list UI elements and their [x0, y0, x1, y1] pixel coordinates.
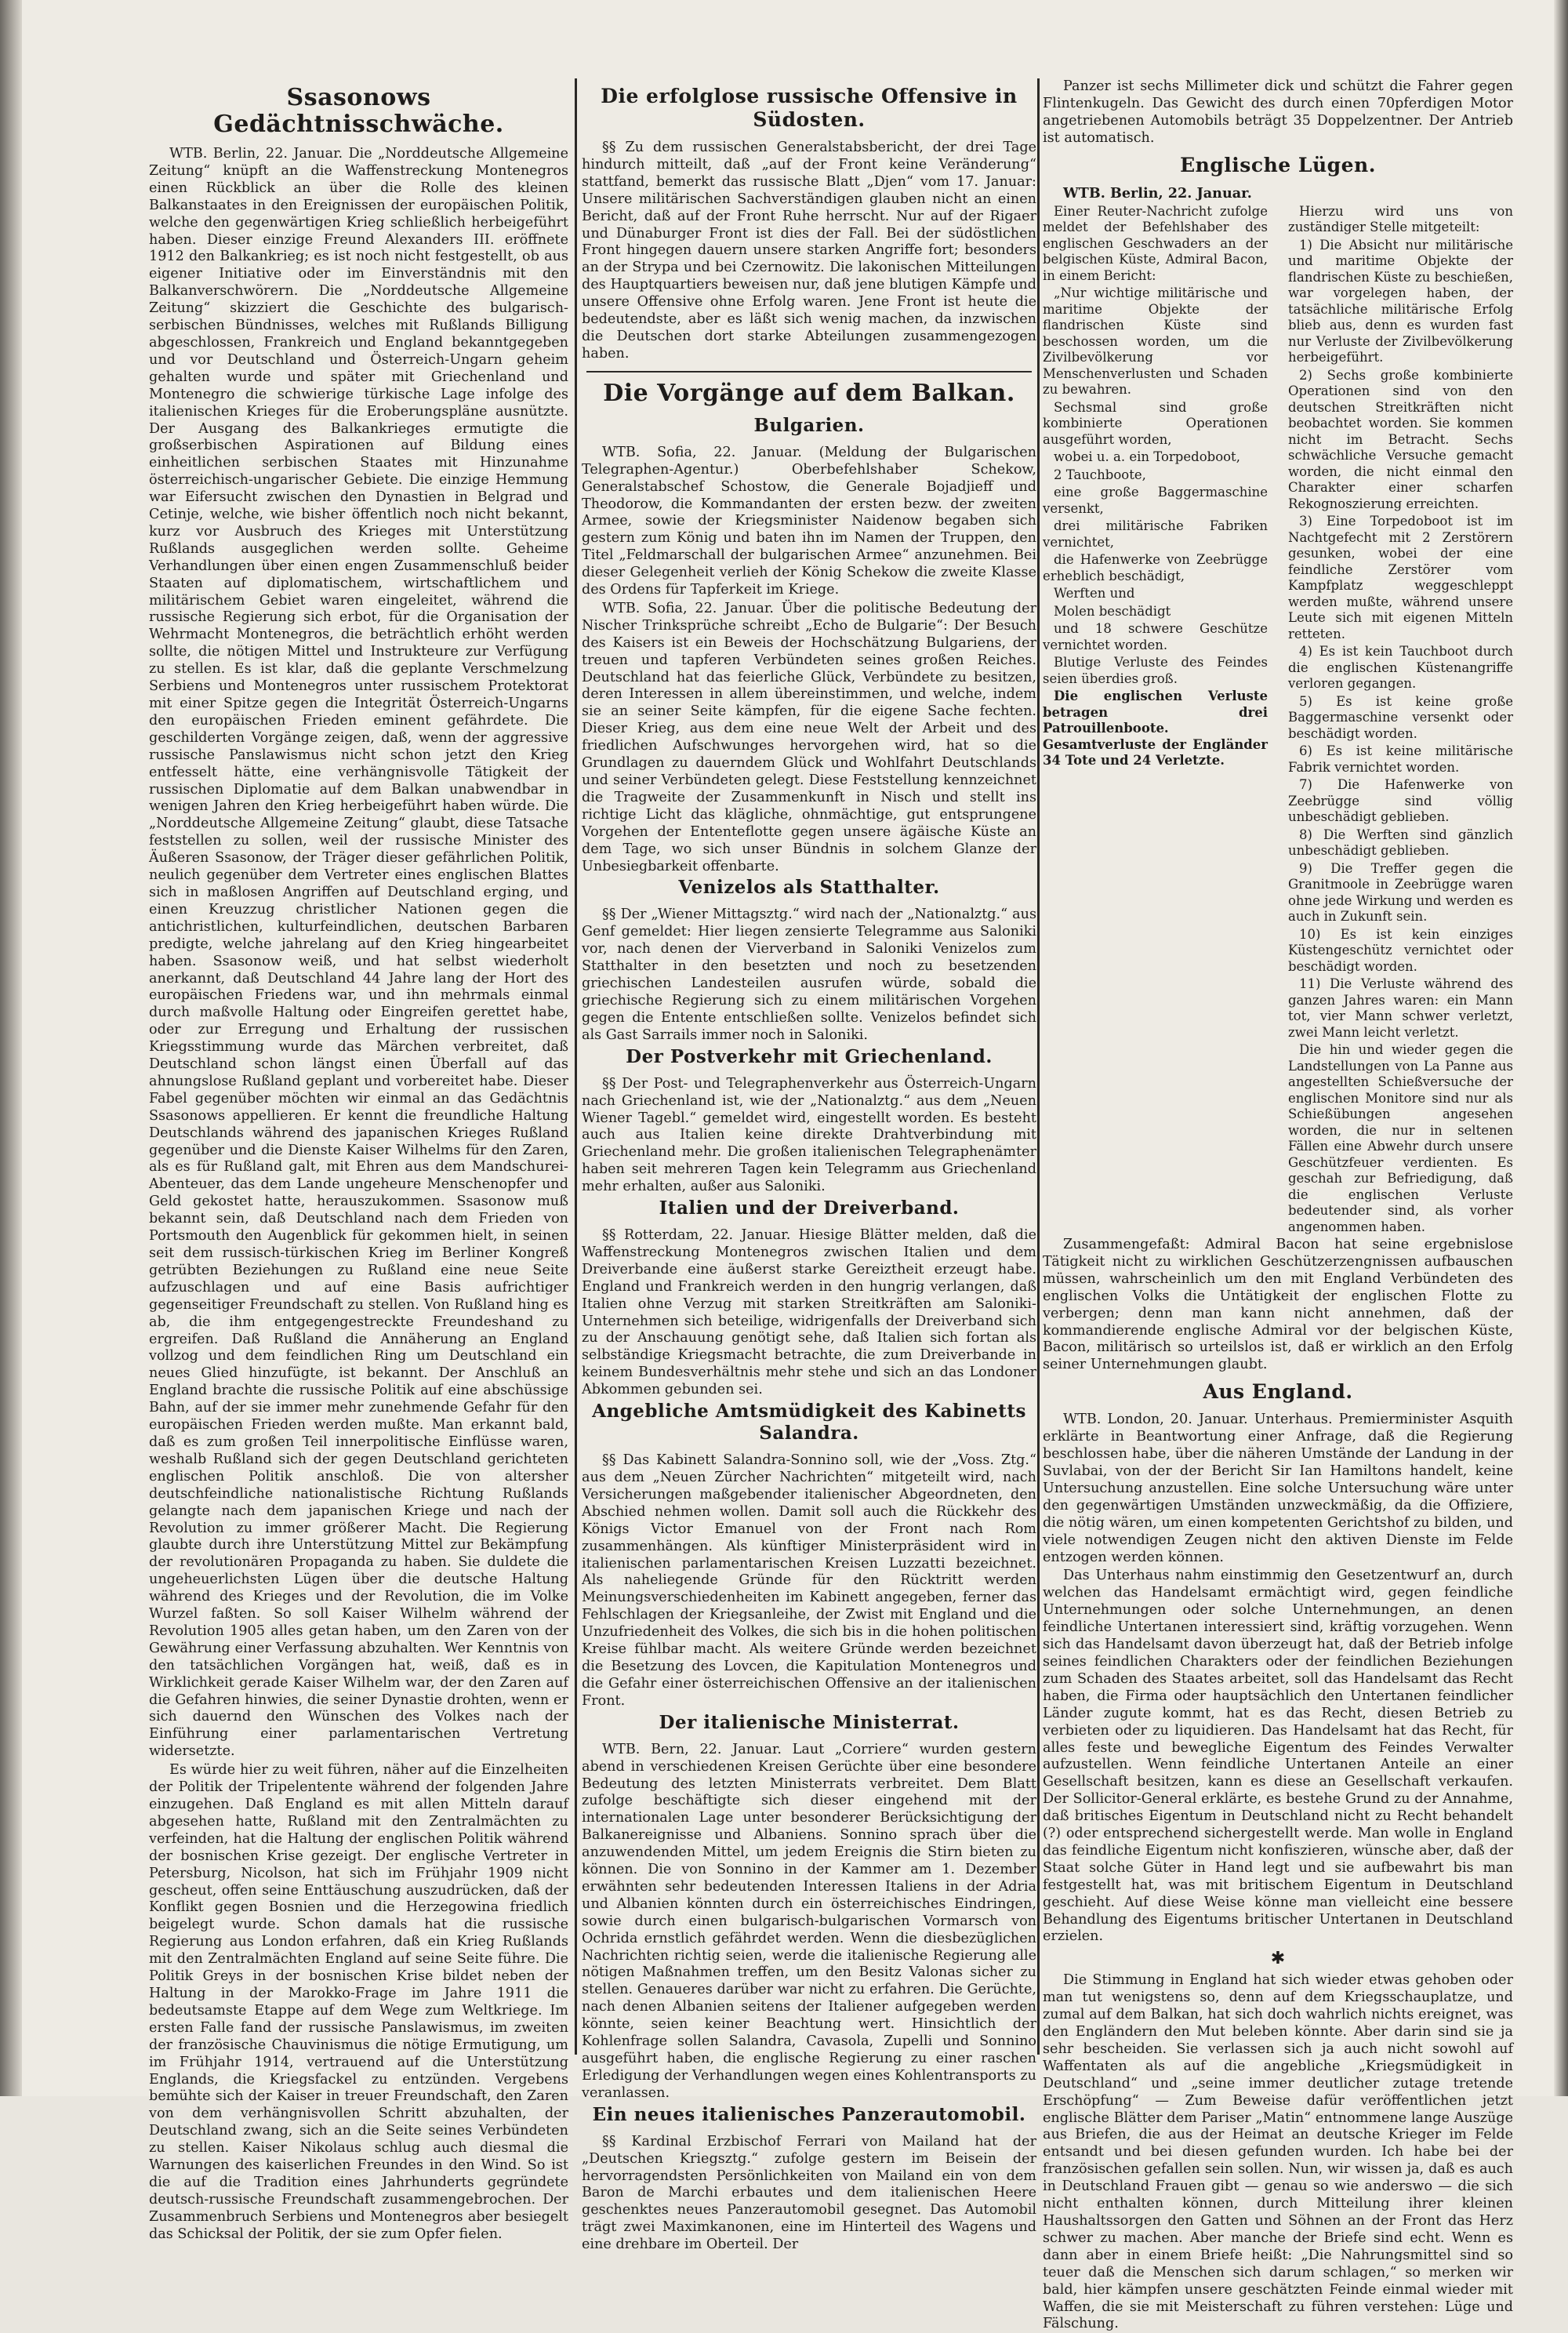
comparison-item: Die englischen Verluste betragen drei Patrouillenboote. Gesamtverluste der Engländer 34 Tote und 24 Verletzte.	[1043, 689, 1268, 769]
comparison-item: 3) Eine Torpedoboot ist im Nachtgefecht mit 2 Zerstörern gesunken, wobei der eine feindliche Zerstörer vom Kampfplatz weggeschleppt werden mußte, während unsere Leute sich mit eigenen Mitteln retteten.	[1288, 514, 1513, 641]
comparison-item: 4) Es ist kein Tauchboot durch die englischen Küstenangriffe verloren gegangen.	[1288, 644, 1513, 692]
column-3	[1043, 78, 1513, 2332]
article-title-italien-dreiverband: Italien und der Dreiverband.	[659, 1197, 960, 1219]
comparison-item: Blutige Verluste des Feindes seien überdies groß.	[1043, 655, 1268, 686]
comparison-intro: Einer Reuter-Nachricht zufolge meldet der Befehlshaber des englischen Geschwaders an der belgischen Küste, Admiral Bacon, in einem Bericht:	[1043, 203, 1268, 283]
article-summary: Zusammengefaßt: Admiral Bacon hat seine ergebnislose Tätigkeit nicht zu wirklichen Geschützerzengnissen aufbauschen müssen, wahrscheinlich um den mit England Verbündeten des englischen Volks die Untätigkeit der englischen Flotte zu verbergen; denn man kann nicht annehmen, daß der kommandierende englische Admiral vor der belgischen Küste, Bacon, militärisch so urteilslos ist, daß er wirklich an den Erfolg seiner Unternehmungen glaubt.	[1043, 1237, 1513, 1373]
section-star-ornament: ✱	[1270, 1949, 1286, 1969]
comparison-right-rebuttal	[1288, 204, 1513, 1237]
article-paragraph: WTB. Sofia, 22. Januar. (Meldung der Bulgarischen Telegraphen-Agentur.) Oberbefehlshaber Schekow, Generalstabschef Schostow, die Generale Bojadjieff und Theodorow, die Kommandanten der ersten bezw. der zweiten Armee, sowie der Kriegsminister Naidenow begaben sich gestern zum König und baten ihn im Namen der Truppen, den Titel „Feldmarschall der bulgarischen Armee“ anzunehmen. Bei dieser Gelegenheit verlieh der König Schekow die zweite Klasse des Ordens für Tapferkeit im Kriege.	[582, 444, 1036, 598]
comparison-item: Werften und	[1054, 586, 1135, 601]
article-dateline: WTB. Berlin, 22. Januar.	[1063, 184, 1252, 202]
comparison-item: 5) Es ist keine große Baggermaschine versenkt oder beschädigt worden.	[1288, 693, 1513, 741]
comparison-left-reuter	[1043, 204, 1268, 1237]
comparison-item: 9) Die Treffer gegen die Granitmoole in Zeebrügge waren ohne jede Wirkung und werden es auch in Zukunft sein.	[1288, 860, 1513, 925]
article-paragraph: §§ Rotterdam, 22. Januar. Hiesige Blätter melden, daß die Waffenstreckung Montenegros zwischen Italien und dem Dreiverbande eine äußerst starke Gereiztheit erzeugt habe. England und Frankreich werden in den hungrig verlangen, daß Italien ohne Verzug mit starken Streitkräften am Saloniki-Unternehmen sich beteilige, widrigenfalls der Dreiverband sich zu der Anschauung genötigt sehe, daß Italien sich fortan als selbständige Kriegsmacht betrachte, die zum Dreiverbande in keinem Bundesverhältnis mehr stehe und sich an das Londoner Abkommen gebunden sei.	[582, 1227, 1036, 1398]
article-title-russian-offensive: Die erfolglose russische Offensive in Südosten.	[601, 85, 1018, 131]
section-separator	[586, 371, 1032, 372]
article-title-salandra: Angebliche Amtsmüdigkeit des Kabinetts Salandra.	[592, 1401, 1026, 1444]
article-paragraph: WTB. London, 20. Januar. Unterhaus. Premierminister Asquith erklärte in Beantwortung einer Anfrage, daß die Regierung beschlossen habe, über die näheren Umstände der Landung in der Suvlabai, von der der Bericht Sir Ian Hamiltons handelt, keine Untersuchung anzustellen. Eine solche Untersuchung wäre unter den gegenwärtigen Umständen unzweckmäßig, da die Offiziere, die nötig wären, um einen kompetenten Gerichtshof zu bilden, und viele notwendigen Zeugen nicht den aktiven Dienste im Felde entzogen werden können.	[1043, 1412, 1513, 1565]
comparison-item: und 18 schwere Geschütze vernichtet worden.	[1043, 621, 1268, 652]
comparison-item: Molen beschädigt	[1054, 603, 1171, 619]
comparison-item: Die hin und wieder gegen die Landstellungen von La Panne aus angestellten Schießversuche der englischen Monitore sind nur als Schießübungen angesehen worden, die nur in seltenen Fällen eine Abwehr durch unsere Geschützfeuer verdienten. Es geschah zur Befriedigung, daß die englischen Verluste bedeutender sind, als vorher angenommen haben.	[1288, 1042, 1513, 1234]
article-paragraph: Das Unterhaus nahm einstimmig den Gesetzentwurf an, durch welchen das Handelsamt ermächtigt wird, gegen feindliche Unternehmungen oder solche Unternehmungen, an denen feindliche Untertanen interessiert sind, kräftig vorzugehen. Wenn sich das Handelsamt davon überzeugt hat, daß der Betrieb infolge seines feindlichen Charakters oder der feindlichen Beziehungen zum Schaden des Staates arbeitet, soll das Handelsamt das Recht haben, die Firma oder hauptsächlich den Untertanen feindlicher Länder zugute kommt, hat es das Recht, diesen Betrieb zu verbieten oder zu liquidieren. Das Handelsamt hat das Recht, für alles feste und bewegliche Eigentum des Feindes Verwalter aufzustellen. Wenn feindliche Untertanen Anteile an einer Gesellschaft besitzen, kann es diese an Gesellschaft verkaufen. Der Sollicitor-General erklärte, es bestehe Grund zu der Annahme, daß britisches Eigentum in Deutschland nicht zu Recht behandelt (?) oder entsprechend sichergestellt werde. Man wolle in England das feindliche Eigentum nicht konfiszieren, wünsche aber, daß der Staat solche Güter in Hand legt und sie aufbewahrt bis man festgestellt hat, was mit britischem Eigentum in Deutschland geschieht. Auf diese Weise könne man vielleicht eine bessere Behandlung des Eigentums britischer Untertanen in Deutschland erzielen.	[1043, 1568, 1513, 1945]
article-paragraph: §§ Das Kabinett Salandra-Sonnino soll, wie der „Voss. Ztg.“ aus dem „Neuen Zürcher Nachrichten“ mitgeteilt wird, nach Versicherungen maßgebender italienischer Abgeordneten, den Abschied nehmen wollen. Damit soll auch die Rückkehr des Königs Victor Emanuel von der Front nach Rom zusammenhängen. Als künftiger Ministerpräsident wird in italienischen parlamentarischen Kreisen Luzzatti bezeichnet. Als naheliegende Gründe für den Rücktritt werden Meinungsverschiedenheiten im Kabinett angegeben, ferner das Fehlschlagen der Kriegsanleihe, der Zwist mit England und die Unzufriedenheit des Volkes, die sich bis in die hohen politischen Kreise fühlbar macht. Als weitere Gründe werden bezeichnet die Besetzung des Lovcen, die Kapitulation Montenegros und die Gefahr einer österreichischen Offensive an der italienischen Front.	[582, 1452, 1036, 1709]
article-paragraph: §§ Der Post- und Telegraphenverkehr aus Österreich-Ungarn nach Griechenland ist, wie der „Nationalztg.“ aus dem „Neuen Wiener Tagebl.“ gemeldet wird, eingestellt worden. Es besteht auch aus Italien keine direkte Drahtverbindung mit Griechenland mehr. Die großen italienischen Telegraphenämter haben seit mehreren Tagen kein Telegramm aus Griechenland mehr erhalten, außer aus Saloniki.	[582, 1075, 1036, 1195]
comparison-item: 11) Die Verluste während des ganzen Jahres waren: ein Mann tot, vier Mann schwer verletzt, zwei Mann leicht verletzt.	[1288, 976, 1513, 1040]
comparison-item: die Hafenwerke von Zeebrügge erheblich beschädigt,	[1043, 552, 1268, 583]
article-title-ministerrat: Der italienische Ministerrat.	[659, 1711, 960, 1733]
article-paragraph: Die Stimmung in England hat sich wieder etwas gehoben oder man tut wenigstens so, denn auf dem Kriegsschauplatze, und zumal auf dem Balkan, hat sich doch wahrlich nichts ereignet, was den Engländern den Mut beleben könnte. Aber darin sind sie ja sehr bescheiden. Sie verlassen sich ja auch nicht sowohl auf Waffentaten als auf die angebliche „Kriegsmüdigkeit in Deutschland“ und „seine immer deutlicher zutage tretende Erschöpfung“ — Zum Beweise dafür veröffentlichen jetzt englische Blätter dem Pariser „Matin“ entnommene lange Auszüge aus Briefen, die aus der Heimat an deutsche Krieger im Felde entsandt und bei diesen gefunden wurden. Ich habe bei der französischen gefallen sein sollen. Nun, wir wissen ja, daß es auch in Deutschland Frauen gibt — genau so wie anderswo — die sich nicht enthalten können, durch Mitteilung ihrer kleinen Haushaltssorgen den Gatten und Söhnen an der Front das Herz schwer zu machen. Aber manche der Briefe sind echt. Wenn es dann aber in einem Briefe heißt: „Die Nahrungsmittel sind so teuer daß die Menschen sich darum schlagen,“ so merken wir bald, hier kämpfen unsere geschätzten Feinde einmal wieder mit Waffen, die sie mit Meisterschaft zu führen verstehen: Lüge und Fälschung.	[1043, 1972, 1513, 2332]
article-title-panzerautomobil: Ein neues italienisches Panzerautomobil.	[592, 2103, 1026, 2125]
article-title-englische-luegen: Englische Lügen.	[1180, 153, 1376, 176]
comparison-item: eine große Baggermaschine versenkt,	[1043, 485, 1268, 516]
article-paragraph: §§ Der „Wiener Mittagsztg.“ wird nach der „Nationalztg.“ aus Genf gemeldet: Hier liegen zensierte Telegramme aus Saloniki vor, nach denen der Vierverband in Saloniki Venizelos zum Statthalter in den besetzten und noch zu besetzenden griechischen Landesteilen ausrufen würde, sobald die griechische Regierung sich zu einem militärischen Vorgehen gegen die Entente entschließen sollte. Venizelos befindet sich als Gast Sarrails immer noch in Saloniki.	[582, 907, 1036, 1043]
comparison-item: Sechsmal sind große kombinierte Operationen ausgeführt worden,	[1043, 399, 1268, 447]
comparison-item: 10) Es ist kein einziges Küstengeschütz vernichtet oder beschädigt worden.	[1288, 926, 1513, 974]
article-title-ssasonow: Ssasonows Gedächtnisschwäche.	[213, 84, 504, 138]
article-subtitle-bulgarien: Bulgarien.	[753, 414, 865, 436]
comparison-item: 2) Sechs große kombinierte Operationen sind von den deutschen Streitkräften nicht beobachtet worden. Sie kommen nicht im Betracht. Sechs schwächliche Versuche gemacht worden, die nicht einmal den Charakter einer scharfen Rekognoszierung erreichten.	[1288, 367, 1513, 511]
article-title-postverkehr: Der Postverkehr mit Griechenland.	[626, 1045, 993, 1067]
article-paragraph: Panzer ist sechs Millimeter dick und schützt die Fahrer gegen Flintenkugeln. Das Gewicht des durch einen 70pferdigen Motor angetriebenen Automobils beträgt 35 Doppelzentner. Der Antrieb ist automatisch.	[1043, 78, 1513, 146]
comparison-item: wobei u. a. ein Torpedoboot,	[1054, 449, 1240, 465]
article-paragraph: WTB. Berlin, 22. Januar. Die „Norddeutsche Allgemeine Zeitung“ knüpft an die Waffenstreckung Montenegros einen Rückblick an über die Rolle des kleinen Balkanstaates in den Ereignissen der europäischen Politik, welche den gegenwärtigen Krieg schließlich herbeigeführt haben. Dieser einzige Freund Alexanders III. eröffnete 1912 den Balkankrieg; es ist noch nicht festgestellt, ob aus eigener Initiative oder im Einverständnis mit den Balkanverschwörern. Die „Norddeutsche Allgemeine Zeitung“ skizziert die Geschichte des bulgarisch-serbischen Bündnisses, welches mit Rußlands Billigung abgeschlossen, Frankreich und England bekanntgegeben und vor Deutschland und Österreich-Ungarn geheim gehalten wurde und später mit Griechenland und Montenegro die schwierige türkische Lage infolge des italienischen Krieges für die Eroberungspläne ausnützte. Der Ausgang des Balkankrieges ermutigte die großserbischen Aspirationen auf Bildung eines einheitlichen serbischen Staates mit Hinzunahme österreichisch-ungarischer Gebiete. Die einzige Hemmung war Eifersucht zwischen den Dynastien in Belgrad und Cetinje, welche, wie bisher öffentlich noch nicht bekannt, kurz vor Ausbruch des Krieges mit Unterstützung Rußlands ausgeglichen werden sollte. Geheime Verhandlungen über einen engen Zusammenschluß beider Staaten auf diplomatischem, wirtschaftlichem und militärischem Gebiet waren eingeleitet, während die russische Regierung sich erbot, für die Organisation der Wehrmacht Montenegros, die beträchtlich erhöht werden sollte, die nötigen Mittel und Instrukteure zur Verfügung zu stellen. Es ist klar, daß die geplante Verschmelzung Serbiens und Montenegros unter russischem Protektorat mit einer Spitze gegen die Integrität Österreich-Ungarns den europäischen Frieden eminent gefährdete. Die geschilderten Vorgänge zeigen, daß, wenn der aggressive russische Panslawismus nicht schon jetzt den Krieg entfesselt hätte, eine verhängnisvolle Tätigkeit der russischen Diplomatie auf dem Balkan unabwendbar in wenigen Jahren den Krieg herbeigeführt haben würde. Die „Norddeutsche Allgemeine Zeitung“ glaubt, diese Tatsache feststellen zu sollen, weil der russische Minister des Äußeren Ssasonow, der Träger dieser gefährlichen Politik, neulich gegenüber dem Vertreter eines englischen Blattes sich in maßlosen Angriffen auf Deutschland erging, und einen Kreuzzug christlicher Nationen gegen die antichristlichen, kulturfeindlichen, deutschen Barbaren predigte, welche jahrelang auf den Krieg hingearbeitet haben. Ssasonow weiß, und hat selbst wiederholt anerkannt, daß Deutschland 44 Jahre lang der Hort des europäischen Friedens war, und ihn mehrmals einmal durch maßvolle Haltung oder Eingreifen gerettet habe, oder zur Erregung und Erhaltung der russischen Kriegsstimmung wurde das Märchen verbreitet, daß Deutschland schon längst einen Überfall auf das ahnungslose Rußland geplant und vorbereitet habe. Dieser Fabel gegenüber möchten wir einmal an das Gedächtnis Ssasonows appellieren. Er kennt die freundliche Haltung Deutschlands während des japanischen Krieges Rußland gegenüber und die Dienste Kaiser Wilhelms für den Zaren, als es für Rußland galt, mit Ehren aus dem Mandschurei-Abenteuer, das dem Lande ungeheure Menschenopfer und Geld gekostet hatte, herauszukommen. Ssasonow muß bekannt sein, daß Deutschland nach dem Frieden von Portsmouth den Augenblick für gekommen hielt, in seinen seit dem russisch-türkischen Krieg im Berliner Kongreß getrübten Beziehungen zu Rußland eine neue Seite aufzuschlagen und auf eine Basis aufrichtiger gegenseitiger Freundschaft zu stellen. Von Rußland hing es ab, die ihm entgegengestreckte Freundeshand zu ergreifen. Daß Rußland die Annäherung an England vollzog und dem feindlichen Ring um Deutschland ein neues Glied hinzufügte, ist bekannt. Der Anschluß an England brachte die russische Politik auf eine abschüssige Bahn, auf der sie immer mehr zunehmende Gefahr für den europäischen Frieden werden mußte. Man erkannt bald, daß es zum großen Teil innerpolitische Einflüsse waren, weshalb Rußland sich der gegen Deutschland gerichteten englischen Politik anschloß. Die von altersher deutschfeindliche nationalistische Richtung Rußlands gelangte nach dem japanischen Kriege und nach der Revolution zu immer größerer Macht. Die Regierung glaubte durch ihre Unterstützung Mittel zur Bekämpfung der revolutionären Propaganda zu haben. Sie duldete die ungeheuerlichsten Lügen über die deutsche Haltung während des Krieges und der Revolution, die im Volke Wurzel faßten. So soll Kaiser Wilhelm während der Revolution 1905 alles getan haben, um den Zaren von der Gewährung einer Verfassung abzuhalten. Wer Kenntnis von den tatsächlichen Vorgängen hat, weiß, daß es in Wirklichkeit gerade Kaiser Wilhelm war, der den Zaren auf die Gefahren hinwies, die seiner Dynastie drohten, wenn er sich dauernd den Wünschen des Volkes nach der Einführung einer parlamentarischen Vertretung widersetzte.	[149, 146, 568, 1760]
page-binding-edge	[0, 0, 22, 2096]
column-1	[149, 78, 568, 2242]
article-title-balkan: Die Vorgänge auf dem Balkan.	[603, 379, 1015, 407]
comparison-item: „Nur wichtige militärische und maritime Objekte der flandrischen Küste sind beschossen worden, um die Zivilbevölkerung vor Menschenverlusten und Schaden zu bewahren.	[1043, 285, 1268, 398]
comparison-item: 7) Die Hafenwerke von Zeebrügge sind völlig unbeschädigt geblieben.	[1288, 777, 1513, 825]
comparison-item: 8) Die Werften sind gänzlich unbeschädigt geblieben.	[1288, 827, 1513, 859]
comparison-intro: Hierzu wird uns von zuständiger Stelle mitgeteilt:	[1288, 203, 1513, 235]
article-title-aus-england: Aus England.	[1203, 1380, 1353, 1404]
comparison-item: 6) Es ist keine militärische Fabrik vernichtet worden.	[1288, 743, 1513, 775]
article-paragraph: §§ Zu dem russischen Generalstabsbericht, der drei Tage hindurch mitteilt, daß „auf der Front keine Veränderung“ stattfand, bemerkt das russische Blatt „Djen“ vom 17. Januar: Unsere militärischen Sachverständigen glauben nicht an einen Bericht, daß auf der Front Ruhe herrscht. Nur auf der Rigaer und Dünaburger Front ist dies der Fall. Bei der südöstlichen Front hingegen dauern unsere starken Angriffe fort; besonders an der Strypa und bei Czernowitz. Die lakonischen Mitteilungen des Hauptquartiers beweisen nur, daß jene blutigen Kämpfe und unsere Offensive ohne Erfolg waren. Jene Front ist heute die bedeutendste, aber es läßt sich wenig machen, da inzwischen die Deutschen dort starke Abteilungen zusammengezogen haben.	[582, 140, 1036, 362]
comparison-item: drei militärische Fabriken vernichtet,	[1043, 518, 1268, 550]
comparison-two-columns	[1043, 204, 1513, 1237]
article-paragraph: §§ Kardinal Erzbischof Ferrari von Mailand hat der „Deutschen Kriegsztg.“ zufolge gestern im Beisein der hervorragendsten Persönlichkeiten von Mailand ein von dem Baron de Marchi erbautes und dem italienischen Heere geschenktes neues Panzerautomobil gesegnet. Das Automobil trägt zwei Maximkanonen, eine im Hinterteil des Wagens und eine drehbare im Oberteil. Der	[582, 2133, 1036, 2253]
column-2	[582, 78, 1036, 2253]
article-paragraph: WTB. Sofia, 22. Januar. Über die politische Bedeutung der Nischer Trinksprüche schreibt „Echo de Bulgarie“: Der Besuch des Kaisers ist ein Beweis der Hochschätzung Bulgariens, der treuen und tapferen Verbündeten seines großen Reiches. Deutschland hat das feierliche Glück, Verbündete zu besitzen, deren Interessen in allem übereinstimmen, und welche, indem sie an seiner Seite kämpfen, für die eigene Sache fechten. Dieser Krieg, aus dem eine neue Welt der Arbeit und des friedlichen Aufschwunges hervorgehen wird, hat so die Grundlagen zu dauerndem Glück und Wohlfahrt Deutschlands und seiner Verbündeten gelegt. Diese Feststellung kennzeichnet die Tragweite der Zusammenkunft in Nisch und stellt ins richtige Licht das klägliche, ohnmächtige, gut entsprungene Vorgehen der Ententeflotte gegen unsere ägäische Küste an dem Tage, wo sich unser Bündnis in solchem Glanze der Unbesiegbarkeit offenbarte.	[582, 600, 1036, 874]
article-paragraph: Es würde hier zu weit führen, näher auf die Einzelheiten der Politik der Tripelentente während der folgenden Jahre einzugehen. Daß England es mit allen Mitteln darauf abgesehen hatte, Rußland mit den Zentralmächten zu verfeinden, hat die Haltung der englischen Politik während der bosnischen Krise gezeigt. Der englische Vertreter in Petersburg, Nicolson, hat sich im Frühjahr 1909 nicht gescheut, offen seine Enttäuschung auszudrücken, daß der Konflikt gegen Bosnien und die Herzegowina friedlich beigelegt wurde. Schon damals hat die russische Regierung aus London erfahren, daß ein Krieg Rußlands mit den Zentralmächten England auf seine Seite führe. Die Politik Greys in der bosnischen Krise bildet neben der Haltung in der Marokko-Frage im Jahre 1911 die bedeutsamste Etappe auf dem Wege zum Weltkriege. Im ersten Falle fand der russische Panslawismus, im zweiten der französische Chauvinismus die nötige Ermutigung, um im Frühjahr 1914, vertrauend auf die Unterstützung Englands, die Kriegsfackel zu entzünden. Vergebens bemühte sich der Kaiser in treuer Freundschaft, den Zaren von dem verhängnisvollen Schritt abzuhalten, der Deutschland zwang, sich an die Seite seines Verbündeten zu stellen. Kaiser Nikolaus schlug auch diesmal die Warnungen des kaiserlichen Freundes in den Wind. So ist die auf die Tradition eines Jahrhunderts gegründete deutsch-russische Freundschaft zusammengebrochen. Der Zusammenbruch Serbiens und Montenegros aber besiegelt das Schicksal der Politik, der sie zum Opfer fielen.	[149, 1762, 568, 2242]
article-paragraph: WTB. Bern, 22. Januar. Laut „Corriere“ wurden gestern abend in verschiedenen Kreisen Gerüchte über eine besondere Bedeutung des letzten Ministerrats verbreitet. Dem Blatt zufolge beschäftigte sich dieser eingehend mit der internationalen Lage unter besonderer Berücksichtigung der Balkanereignisse und Albaniens. Sonnino sprach über die anzuwendenden Mittel, um jedem Ereignis die Stirn bieten zu können. Die von Sonnino in der Kammer am 1. Dezember erwähnten sehr bedeutenden Interessen Italiens in der Adria und Albanien könnten durch ein österreichisches Eindringen, sowie durch einen bulgarisch-bulgarischen Vormarsch von Ochrida ernstlich gefährdet werden. Wenn die diesbezüglichen Nachrichten richtig seien, werde die italienische Regierung alle nötigen Maßnahmen treffen, um den Besitz Valonas sicher zu stellen. Genaueres darüber war nicht zu erfahren. Die Gerüchte, nach denen Albanien seitens der Italiener aufgegeben werden könnte, seien keiner Beachtung wert. Hinsichtlich der Kohlenfrage sollen Salandra, Cavasola, Zupelli und Sonnino ausgeführt haben, die englische Regierung zu einer raschen Erledigung der Verhandlungen wegen eines Kohlentransports zu veranlassen.	[582, 1741, 1036, 2101]
article-title-venizelos: Venizelos als Statthalter.	[678, 877, 940, 899]
column-rule-1	[575, 78, 577, 2055]
comparison-item: 2 Tauchboote,	[1054, 467, 1146, 482]
comparison-item: 1) Die Absicht nur militärische und maritime Objekte der flandrischen Küste zu beschießen, war vorgelegen haben, der tatsächliche militärische Erfolg blieb aus, denn es wurden fast nur Verluste der Zivilbevölkerung herbeigeführt.	[1288, 237, 1513, 365]
column-rule-2	[1037, 78, 1040, 2055]
page-right-edge	[1554, 0, 1568, 2096]
